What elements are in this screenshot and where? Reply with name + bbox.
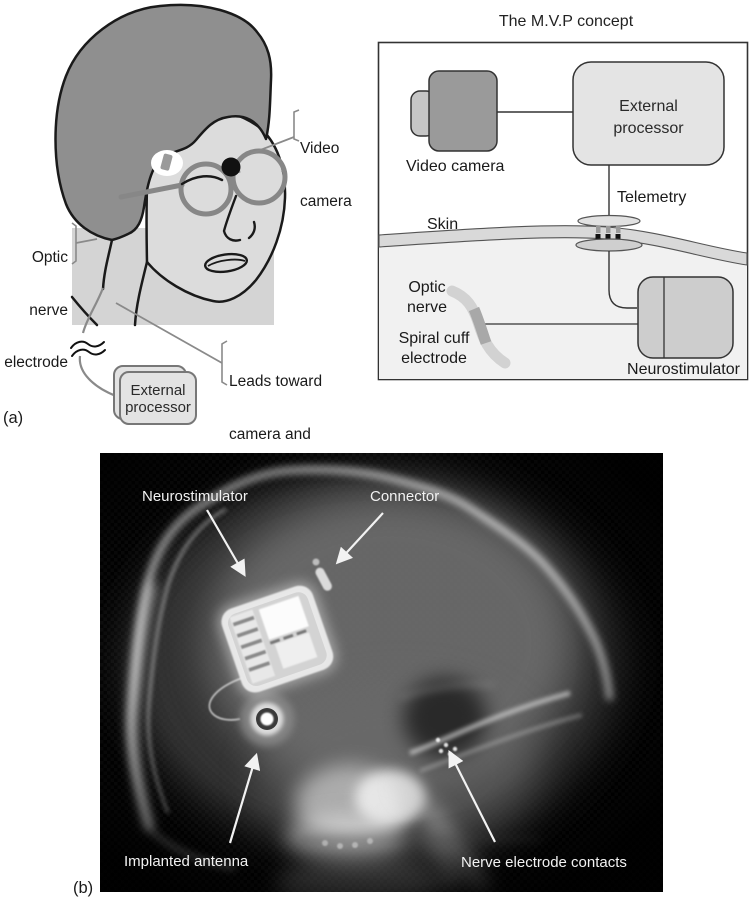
break-squiggle (71, 342, 105, 356)
leads-bracket (222, 341, 227, 385)
mvp-spiral-cuff-label: Spiral cuff electrode (398, 330, 470, 367)
panel-a-tag: (a) (3, 409, 24, 427)
mvp-video-camera-label: Video camera (406, 158, 505, 175)
mvp-camera-body (429, 71, 497, 151)
video-camera-bracket (294, 110, 299, 141)
mvp-telemetry-label: Telemetry (617, 189, 687, 206)
optic-nerve-electrode-label: Optic nerve electrode (4, 249, 68, 371)
mvp-title: The M.V.P concept (498, 13, 634, 30)
xray-neurostimulator-label: Neurostimulator (142, 488, 248, 505)
cable-lower (80, 356, 116, 396)
mvp-neurostimulator-box (638, 277, 733, 358)
mvp-neurostimulator-label: Neurostimulator (627, 361, 740, 378)
xray-nerve-contacts-label: Nerve electrode contacts (461, 854, 627, 871)
video-camera-label: Video camera (300, 140, 352, 210)
external-processor-label: External processor (125, 382, 191, 416)
mvp-skin-label: Skin (427, 216, 459, 233)
mvp-external-processor-label: External processor (613, 98, 684, 137)
xray-image (100, 453, 663, 892)
leads-label: Leads toward camera and (229, 373, 323, 443)
camera-dot (222, 158, 241, 177)
panel-b-tag: (b) (73, 879, 94, 897)
mvp-optic-nerve-label: Optic nerve (406, 279, 448, 316)
xray-vignette (100, 453, 663, 892)
xray-implanted-antenna-label: Implanted antenna (124, 853, 249, 870)
telemetry-coil-inner (576, 239, 642, 251)
xray-connector-label: Connector (370, 488, 440, 505)
telemetry-coil-outer (578, 216, 640, 227)
